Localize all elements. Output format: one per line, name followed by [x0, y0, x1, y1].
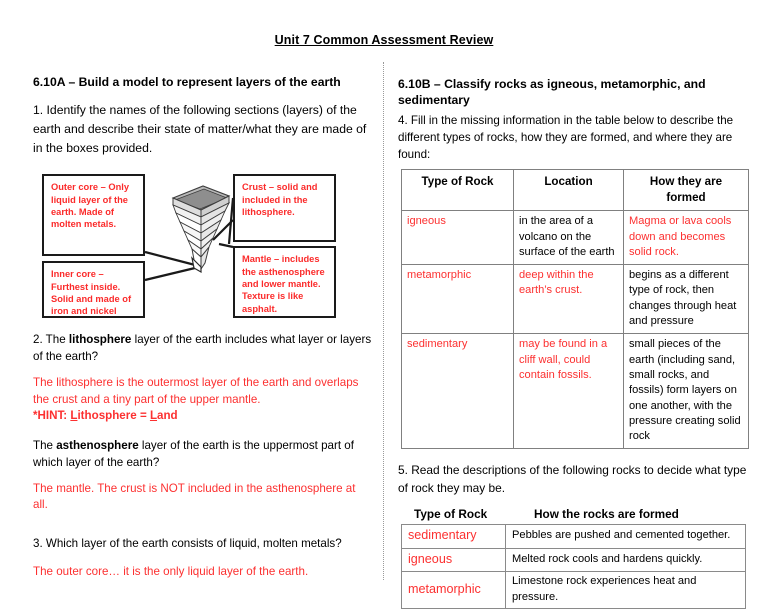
cell-formed: small pieces of the earth (including sand, small rocks, and fossils) form layers on one another, with the pressure creating solid rock	[624, 334, 749, 449]
cell-rock-type: metamorphic	[402, 572, 506, 609]
inner-core-body: Furthest inside. Solid and made of iron and nickel	[51, 281, 132, 317]
answer-2-hint-l1: L	[70, 409, 78, 423]
column-divider	[383, 62, 384, 580]
cell-location: in the area of a volcano on the surface of the earth	[514, 211, 624, 265]
diagram-box-mantle	[233, 246, 336, 318]
earth-wedge-graphic	[173, 186, 229, 272]
cell-formed: Magma or lava cools down and becomes solid rock.	[624, 211, 749, 265]
cell-rock-description: Pebbles are pushed and cemented together.	[506, 524, 746, 548]
cell-formed: begins as a different type of rock, then changes through heat and pressure	[624, 265, 749, 334]
question-3: 3. Which layer of the earth consists of liquid, molten metals?	[33, 537, 342, 551]
col-header-location: Location	[514, 170, 624, 211]
earth-layers-diagram	[33, 168, 373, 318]
question-2b-post: layer of the earth is the uppermost part of which layer of the earth?	[33, 439, 354, 469]
table-row	[402, 572, 746, 609]
answer-3: The outer core… it is the only liquid layer of the earth.	[33, 565, 309, 579]
table-header-row	[402, 170, 749, 211]
col-header-type: Type of Rock	[402, 170, 514, 211]
cell-type: igneous	[402, 211, 514, 265]
table-row	[402, 548, 746, 572]
mantle-title: Mantle	[242, 254, 272, 265]
question-2b-keyword: asthenosphere	[56, 439, 139, 453]
answer-2-hint-word1: ithosphere =	[77, 409, 150, 423]
page-title: Unit 7 Common Assessment Review	[274, 33, 494, 47]
col-header-formed-5: How the rocks are formed	[534, 506, 679, 521]
answer-2-hint-l2: L	[149, 409, 158, 423]
inner-core-title: Inner core –	[51, 269, 104, 280]
answer-2-text: The lithosphere is the outermost layer of the earth and overlaps the crust and a tiny part of the upper mantle.	[33, 375, 359, 406]
table-row	[402, 524, 746, 548]
col-header-type-5: Type of Rock	[414, 506, 488, 521]
question-2b	[33, 438, 373, 472]
mantle-body: – includes the asthenosphere and lower mantle. Texture is like asphalt.	[242, 254, 325, 314]
question-1: 1. Identify the names of the following sections (layers) of the earth and describe their state of matter/what they are made of in the boxes provided.	[33, 103, 367, 155]
diagram-box-crust	[233, 174, 336, 242]
answer-2-hint-word2: and	[157, 409, 178, 423]
table-row	[402, 265, 749, 334]
right-column	[398, 76, 748, 609]
cell-rock-description: Melted rock cools and hardens quickly.	[506, 548, 746, 572]
answer-2-hint-prefix: *HINT:	[33, 409, 71, 423]
cell-rock-type: sedimentary	[402, 524, 506, 548]
question-2-post: layer of the earth includes what layer or layers of the earth?	[33, 333, 372, 363]
section-heading-610b: 6.10B – Classify rocks as igneous, metamorphic, and sedimentary	[398, 77, 706, 108]
table5-headers	[414, 507, 748, 521]
question-4: 4. Fill in the missing information in the table below to describe the different types of rocks, how they are formed, and where they are found:	[398, 113, 734, 161]
question-2	[33, 332, 373, 366]
cell-rock-type: igneous	[402, 548, 506, 572]
cell-rock-description: Limestone rock experiences heat and pressure.	[506, 572, 746, 609]
cell-type: sedimentary	[402, 334, 514, 449]
left-column	[33, 74, 373, 590]
outer-core-body: Only liquid layer of the earth. Made of molten metals.	[51, 182, 130, 230]
cell-location: may be found in a cliff wall, could contain fossils.	[514, 334, 624, 449]
table-row	[402, 211, 749, 265]
col-header-formed: How they are formed	[624, 170, 749, 211]
diagram-box-outer-core	[42, 174, 145, 256]
crust-body: – solid and included in the lithosphere.	[242, 182, 318, 218]
question-5: 5. Read the descriptions of the following rocks to decide what type of rock they may be.	[398, 463, 747, 495]
question-2-keyword: lithosphere	[68, 333, 132, 347]
outer-core-title: Outer core –	[51, 182, 106, 193]
answer-2b: The mantle. The crust is NOT included in the asthenosphere at all.	[33, 481, 356, 512]
crust-title: Crust	[242, 182, 267, 193]
cell-location: deep within the earth’s crust.	[514, 265, 624, 334]
rock-descriptions-table	[401, 524, 746, 609]
diagram-box-inner-core	[42, 261, 145, 318]
answer-2	[33, 375, 373, 425]
question-2b-pre: The	[33, 439, 57, 453]
section-heading-610a: 6.10A – Build a model to represent layers of the earth	[33, 75, 341, 89]
cell-type: metamorphic	[402, 265, 514, 334]
table-row	[402, 334, 749, 449]
question-2-pre: 2. The	[33, 333, 69, 347]
rock-types-table	[401, 169, 749, 449]
